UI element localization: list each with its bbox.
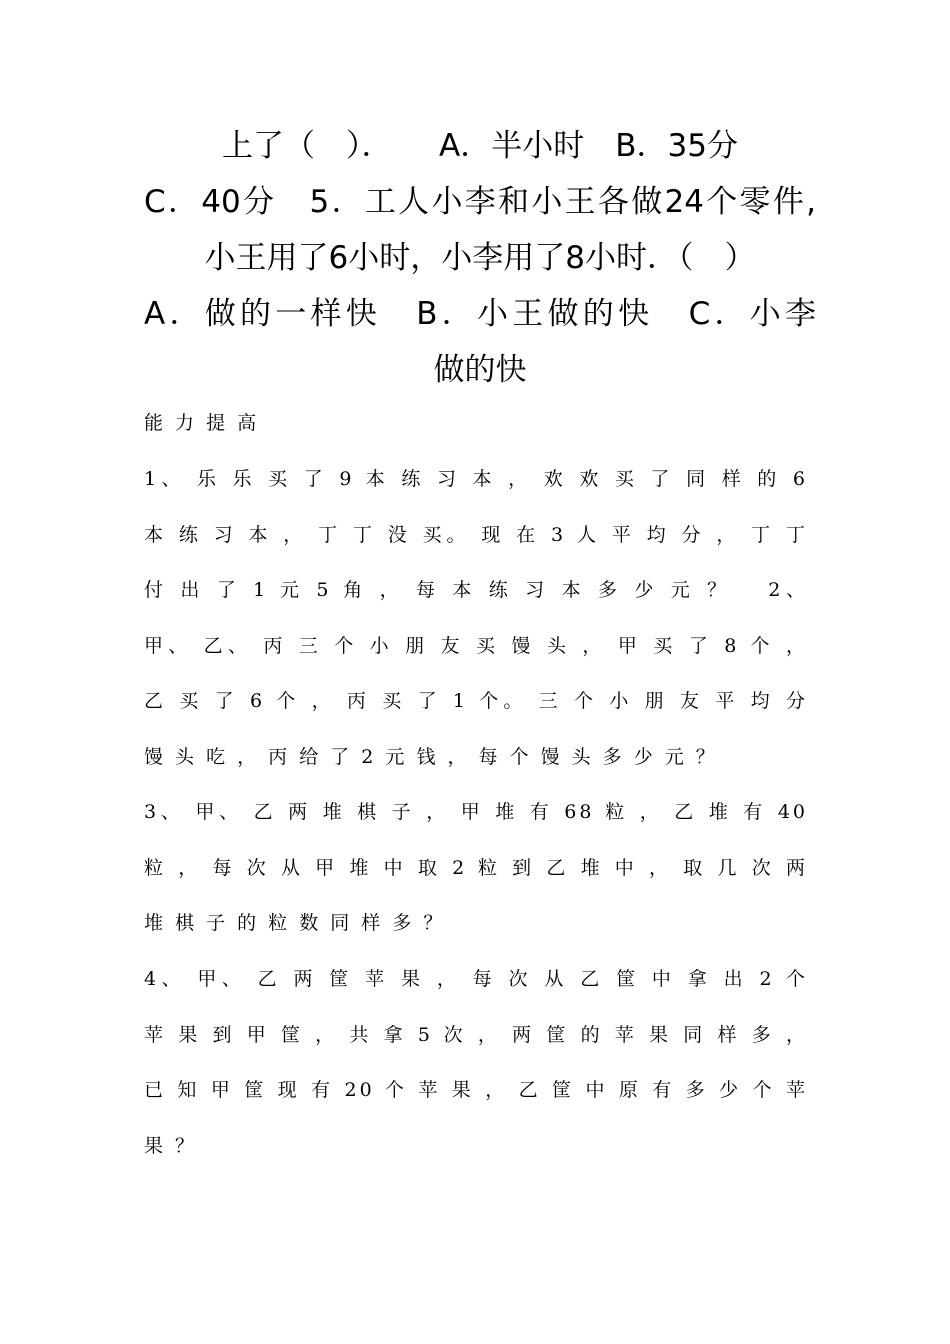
text-line: 4、 甲、 乙 两 筐 苹 果 ， 每 次 从 乙 筐 中 拿 出 2 个 xyxy=(144,968,808,990)
text-line: 苹 果 到 甲 筐 ， 共 拿 5 次 ， 两 筐 的 苹 果 同 样 多 ， xyxy=(144,1024,808,1046)
section-heading: 能 力 提 高 xyxy=(144,412,260,434)
text-line: 乙 买 了 6 个 ， 丙 买 了 1 个。 三 个 小 朋 友 平 均 分 xyxy=(144,690,808,712)
text-line: 果 ？ xyxy=(144,1135,198,1157)
text-line: 1、 乐 乐 买 了 9 本 练 习 本 ， 欢 欢 买 了 同 样 的 6 xyxy=(144,468,808,490)
text-line: 已 知 甲 筐 现 有 20 个 苹 果 ， 乙 筐 中 原 有 多 少 个 苹 xyxy=(144,1079,808,1101)
text-line: 小王用了6小时，小李用了8小时．（ ） xyxy=(204,240,756,276)
text-line: 本 练 习 本 ， 丁 丁 没 买。 现 在 3 人 平 均 分 ， 丁 丁 xyxy=(144,524,808,546)
text-line: 堆 棋 子 的 粒 数 同 样 多 ？ xyxy=(144,912,446,934)
text-line: 馒 头 吃 ， 丙 给 了 2 元 钱 ， 每 个 馒 头 多 少 元 ？ xyxy=(144,746,718,768)
text-line: 甲、 乙、 丙 三 个 小 朋 友 买 馒 头 ， 甲 买 了 8 个 ， xyxy=(144,635,808,657)
text-line: 付 出 了 1 元 5 角 ， 每 本 练 习 本 多 少 元 ？ 2、 xyxy=(144,579,808,601)
text-line: 粒 ， 每 次 从 甲 堆 中 取 2 粒 到 乙 堆 中 ， 取 几 次 两 xyxy=(144,857,808,879)
text-line: C．40分 5．工人小李和小王各做24个零件, xyxy=(144,184,816,220)
text-line: A．做的一样快 B．小王做的快 C．小李 xyxy=(144,296,816,332)
text-line: 3、 甲、 乙 两 堆 棋 子 ， 甲 堆 有 68 粒 ， 乙 堆 有 40 xyxy=(144,801,808,823)
text-line: 做的快 xyxy=(433,352,527,388)
text-line: 上了（ ）． A．半小时 B．35分 xyxy=(222,128,738,164)
